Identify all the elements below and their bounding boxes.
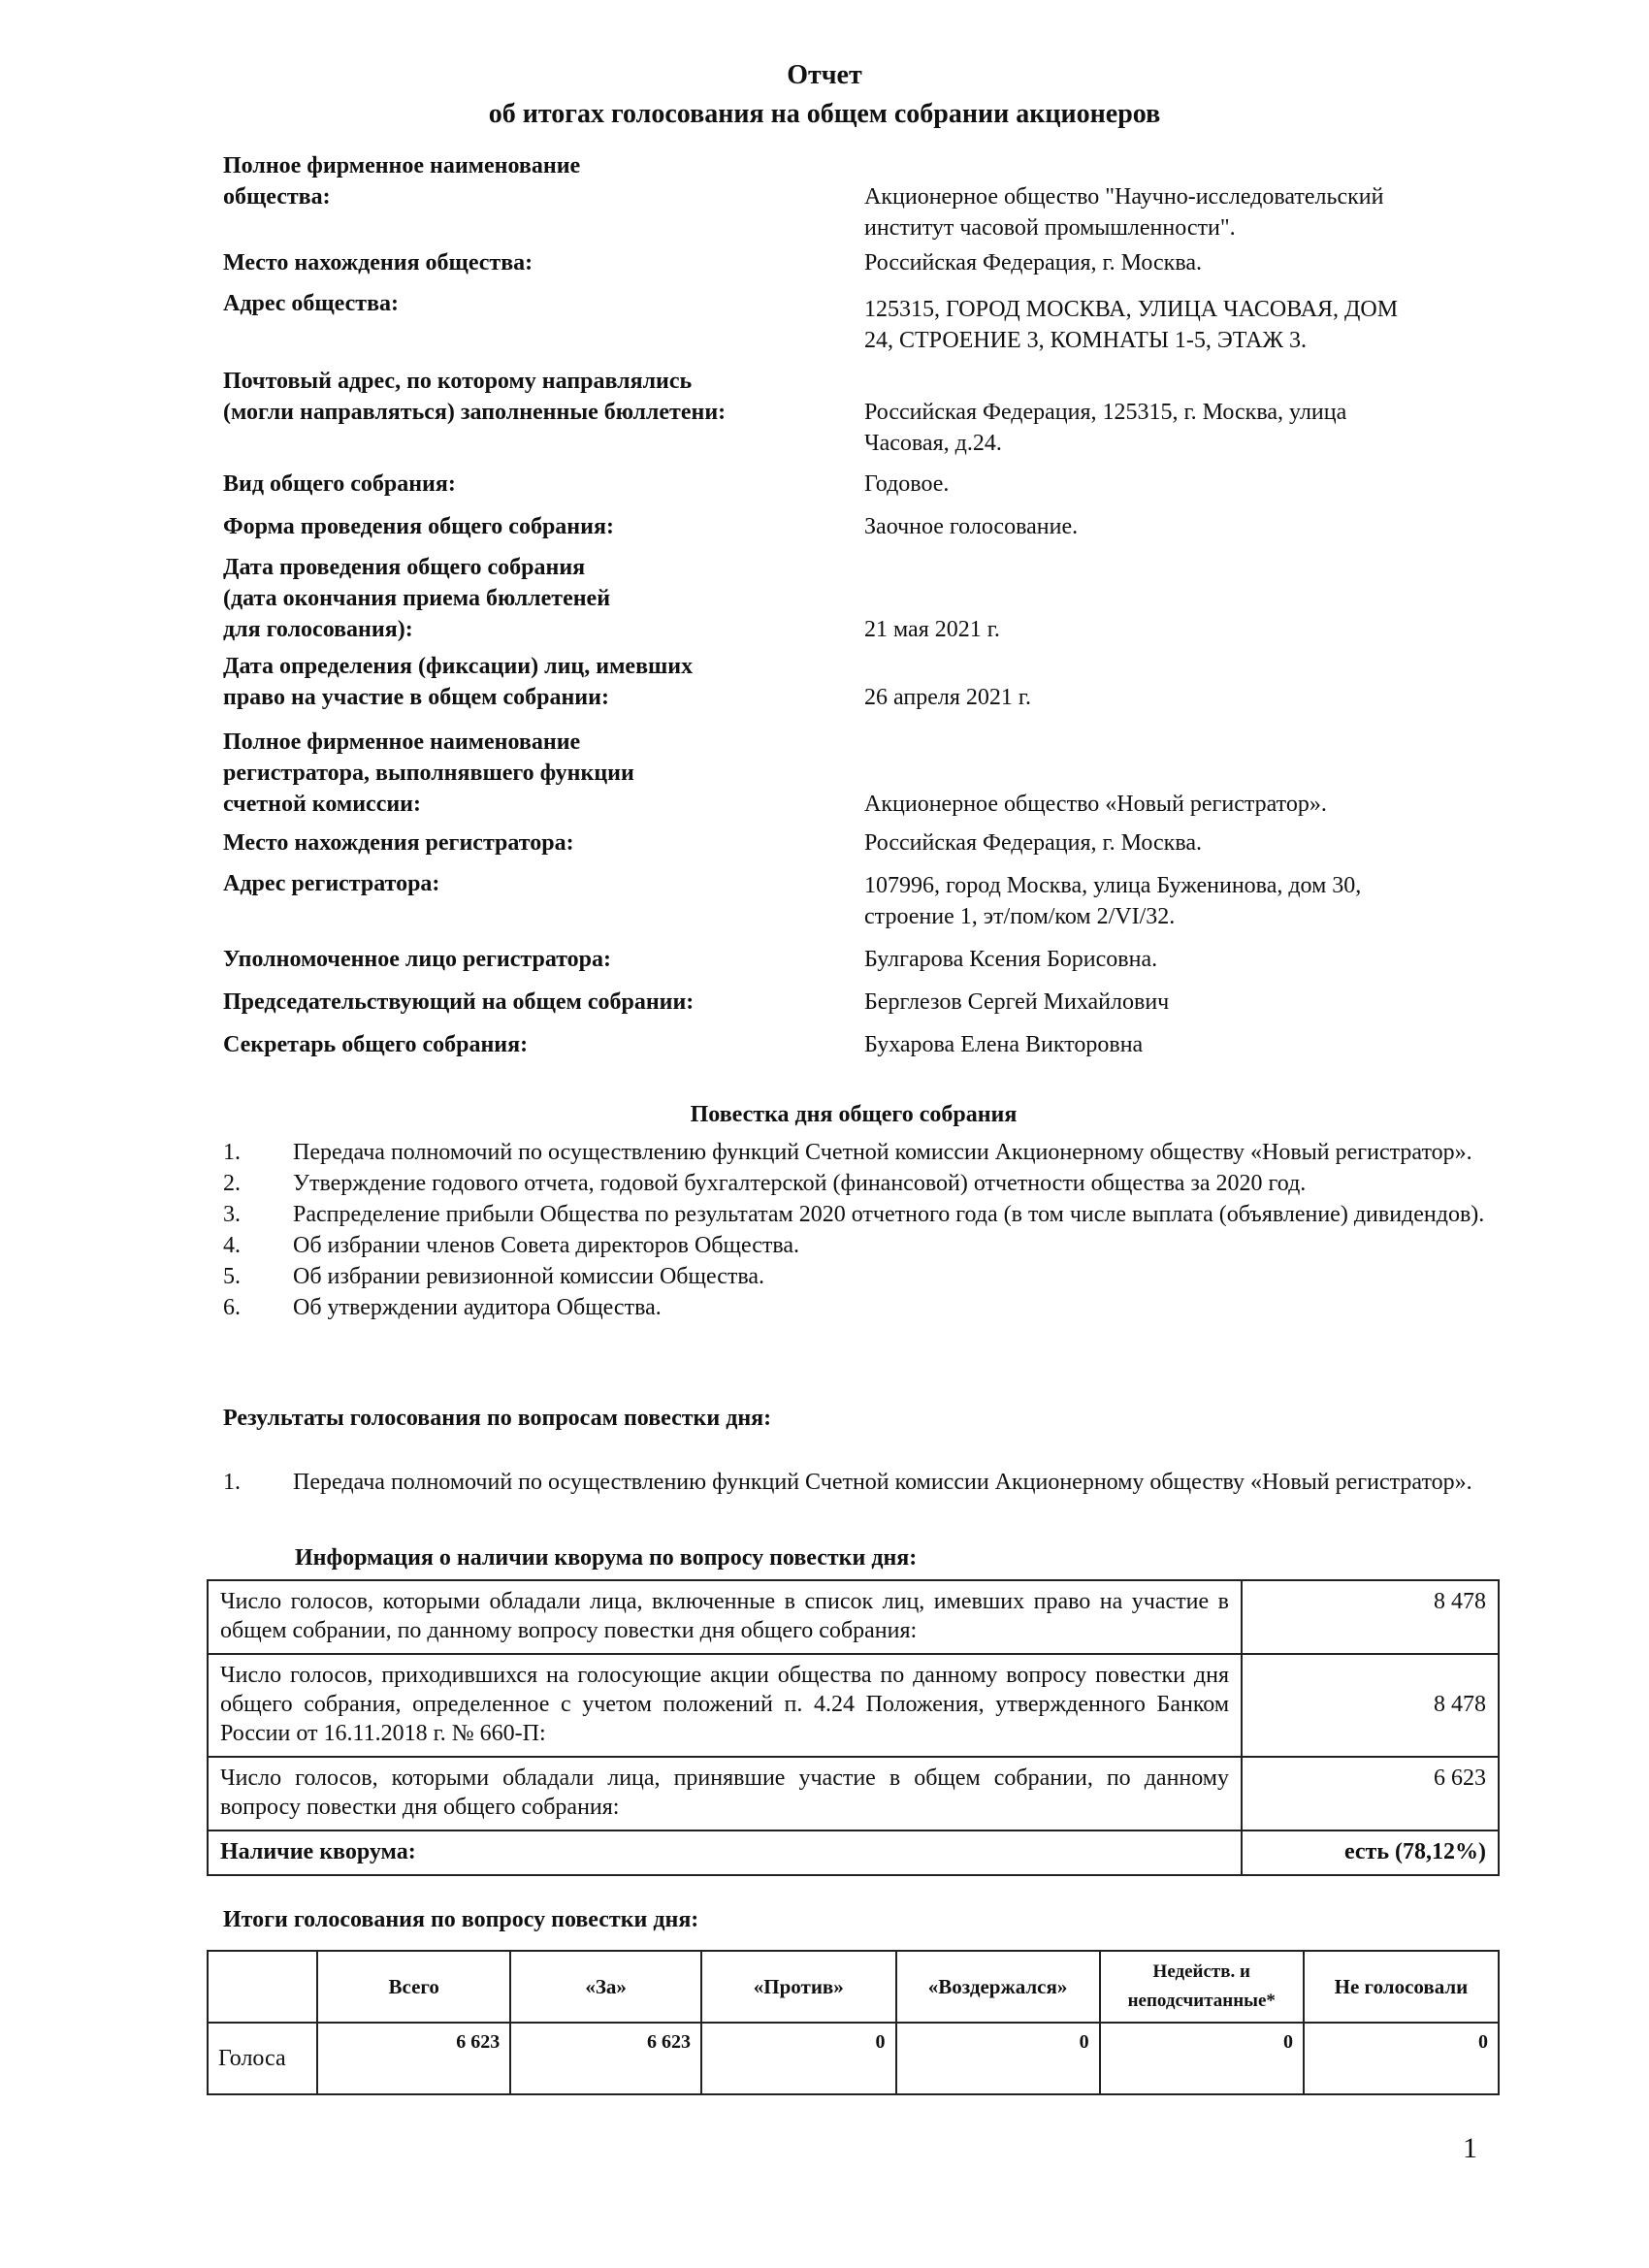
table-cell: 0 — [1304, 2023, 1499, 2094]
info-label: Председательствующий на общем собрании: — [223, 989, 695, 1015]
info-value: Российская Федерация, г. Москва. — [864, 250, 1202, 275]
info-value: 26 апреля 2021 г. — [864, 685, 1031, 710]
info-row — [223, 651, 1504, 727]
agenda-item-text: Об утверждении аудитора Общества. — [293, 1295, 662, 1320]
row-label: Голоса — [208, 2023, 317, 2094]
agenda-item — [223, 1230, 1486, 1261]
agenda-item-text: Об избрании членов Совета директоров Общества. — [293, 1233, 800, 1258]
info-label: Место нахождения общества: — [223, 250, 534, 275]
info-value: 125315, ГОРОД МОСКВА, УЛИЦА ЧАСОВАЯ, ДОМ 24, СТРОЕНИЕ 3, КОМНАТЫ 1-5, ЭТАЖ 3. — [864, 297, 1399, 353]
table-header-row — [208, 1951, 1499, 2023]
quorum-table — [207, 1579, 1500, 1876]
column-header: Всего — [317, 1951, 510, 2023]
info-label: Вид общего собрания: — [223, 471, 456, 497]
info-row — [223, 1029, 1504, 1072]
document-subtitle: об итогах голосования на общем собрании акционеров — [488, 99, 1161, 129]
column-header: «За» — [510, 1951, 701, 2023]
column-header: «Воздержался» — [896, 1951, 1100, 2023]
agenda-item — [223, 1292, 1486, 1323]
info-label: Полное фирменное наименование общества: — [223, 153, 581, 210]
info-value: 21 мая 2021 г. — [864, 617, 1000, 642]
info-row — [223, 987, 1504, 1029]
company-info-table — [223, 150, 1504, 1072]
quorum-result-value: есть (78,12%) — [1242, 1831, 1499, 1875]
info-value: Годовое. — [864, 471, 950, 497]
quorum-label: Число голосов, которыми обладали лица, принявшие участие в общем собрании, по данному вопросу повестки дня общего собрания: — [208, 1757, 1242, 1831]
info-value: Бухарова Елена Викторовна — [864, 1032, 1144, 1057]
agenda-item-number: 6. — [223, 1295, 241, 1320]
agenda-item — [223, 1168, 1486, 1199]
info-label: Форма проведения общего собрания: — [223, 514, 614, 539]
column-header: «Против» — [701, 1951, 896, 2023]
agenda-item-number: 2. — [223, 1171, 241, 1196]
table-row — [208, 2023, 1499, 2094]
table-row — [208, 1654, 1499, 1757]
page-number: 1 — [1463, 2132, 1477, 2164]
info-label: Дата определения (фиксации) лиц, имевших право на участие в общем собрании: — [223, 654, 694, 710]
table-cell: 0 — [1100, 2023, 1304, 2094]
table-row — [208, 1831, 1499, 1875]
agenda-list — [223, 1137, 1486, 1323]
info-value: Заочное голосование. — [864, 514, 1079, 539]
table-cell: 6 623 — [510, 2023, 701, 2094]
quorum-value: 6 623 — [1242, 1757, 1499, 1831]
column-header — [208, 1951, 317, 2023]
info-label: Адрес регистратора: — [223, 871, 440, 896]
info-label: Дата проведения общего собрания (дата окончания приема бюллетеней для голосования): — [223, 555, 611, 642]
info-row — [223, 469, 1504, 511]
agenda-item-text: Распределение прибыли Общества по результатам 2020 отчетного года (в том числе выплата (объявление) дивидендов). — [293, 1202, 1485, 1227]
info-value: Российская Федерация, 125315, г. Москва, улица Часовая, д.24. — [864, 400, 1347, 456]
quorum-result-label: Наличие кворума: — [208, 1831, 1242, 1875]
quorum-value: 8 478 — [1242, 1580, 1499, 1654]
quorum-title: Информация о наличии кворума по вопросу повестки дня: — [295, 1545, 918, 1571]
info-row — [223, 247, 1504, 288]
info-label: Адрес общества: — [223, 291, 400, 316]
info-row — [223, 511, 1504, 552]
info-value: Акционерное общество «Новый регистратор». — [864, 792, 1327, 817]
agenda-item-number: 1. — [223, 1140, 241, 1165]
table-row — [208, 1757, 1499, 1831]
info-label: Почтовый адрес, по которому направлялись (могли направляться) заполненные бюллетени: — [223, 369, 727, 425]
info-value: Российская Федерация, г. Москва. — [864, 830, 1202, 856]
column-header: Не голосовали — [1304, 1951, 1499, 2023]
agenda-title: Повестка дня общего собрания — [690, 1102, 1018, 1127]
question-number: 1. — [223, 1470, 241, 1495]
info-row — [223, 868, 1504, 944]
agenda-item-text: Утверждение годового отчета, годовой бухгалтерской (финансовой) отчетности общества за 2020 год. — [293, 1171, 1307, 1196]
info-value: Акционерное общество "Научно-исследовательский институт часовой промышленности". — [864, 184, 1384, 241]
info-value: Булгарова Ксения Борисовна. — [864, 947, 1158, 972]
document-title-block — [0, 56, 1649, 134]
vote-results-title: Итоги голосования по вопросу повестки дня: — [223, 1907, 699, 1932]
info-row — [223, 552, 1504, 651]
agenda-item-text: Об избрании ревизионной комиссии Общества. — [293, 1264, 765, 1289]
agenda-item — [223, 1137, 1486, 1168]
agenda-item-number: 3. — [223, 1202, 241, 1227]
vote-results-table — [207, 1950, 1500, 2095]
agenda-item-number: 4. — [223, 1233, 241, 1258]
document-title: Отчет — [787, 60, 862, 90]
question-item — [223, 1467, 1486, 1498]
quorum-label: Число голосов, которыми обладали лица, включенные в список лиц, имевших право на участие в общем собрании, по данному вопросу повестки дня общего собрания: — [208, 1580, 1242, 1654]
info-row — [223, 366, 1504, 469]
info-value: Берглезов Сергей Михайлович — [864, 989, 1170, 1015]
info-label: Секретарь общего собрания: — [223, 1032, 529, 1057]
table-cell: 0 — [701, 2023, 896, 2094]
column-header: Недейств. и неподсчитанные* — [1100, 1951, 1304, 2023]
table-cell: 6 623 — [317, 2023, 510, 2094]
info-row — [223, 827, 1504, 868]
agenda-item — [223, 1261, 1486, 1292]
quorum-value: 8 478 — [1242, 1654, 1499, 1757]
info-value: 107996, город Москва, улица Буженинова, дом 30, строение 1, эт/пом/ком 2/VI/32. — [864, 873, 1362, 929]
quorum-label: Число голосов, приходившихся на голосующие акции общества по данному вопросу повестки дня общего собрания, определенное с учетом положений п. 4.24 Положения, утвержденного Банком России от 16.11.2018 г. № 660-П: — [208, 1654, 1242, 1757]
question-text: Передача полномочий по осуществлению функций Счетной комиссии Акционерному обществу «Новый регистратор». — [293, 1470, 1472, 1495]
agenda-item — [223, 1199, 1486, 1230]
info-label: Полное фирменное наименование регистратора, выполнявшего функции счетной комиссии: — [223, 729, 634, 817]
info-label: Место нахождения регистратора: — [223, 830, 574, 856]
agenda-item-number: 5. — [223, 1264, 241, 1289]
table-row — [208, 1580, 1499, 1654]
results-title: Результаты голосования по вопросам повестки дня: — [223, 1406, 772, 1431]
info-row — [223, 150, 1504, 247]
info-label: Уполномоченное лицо регистратора: — [223, 947, 612, 972]
info-row — [223, 727, 1504, 827]
info-row — [223, 944, 1504, 987]
agenda-item-text: Передача полномочий по осуществлению функций Счетной комиссии Акционерному обществу «Новый регистратор». — [293, 1140, 1472, 1165]
info-row — [223, 288, 1504, 366]
table-cell: 0 — [896, 2023, 1100, 2094]
